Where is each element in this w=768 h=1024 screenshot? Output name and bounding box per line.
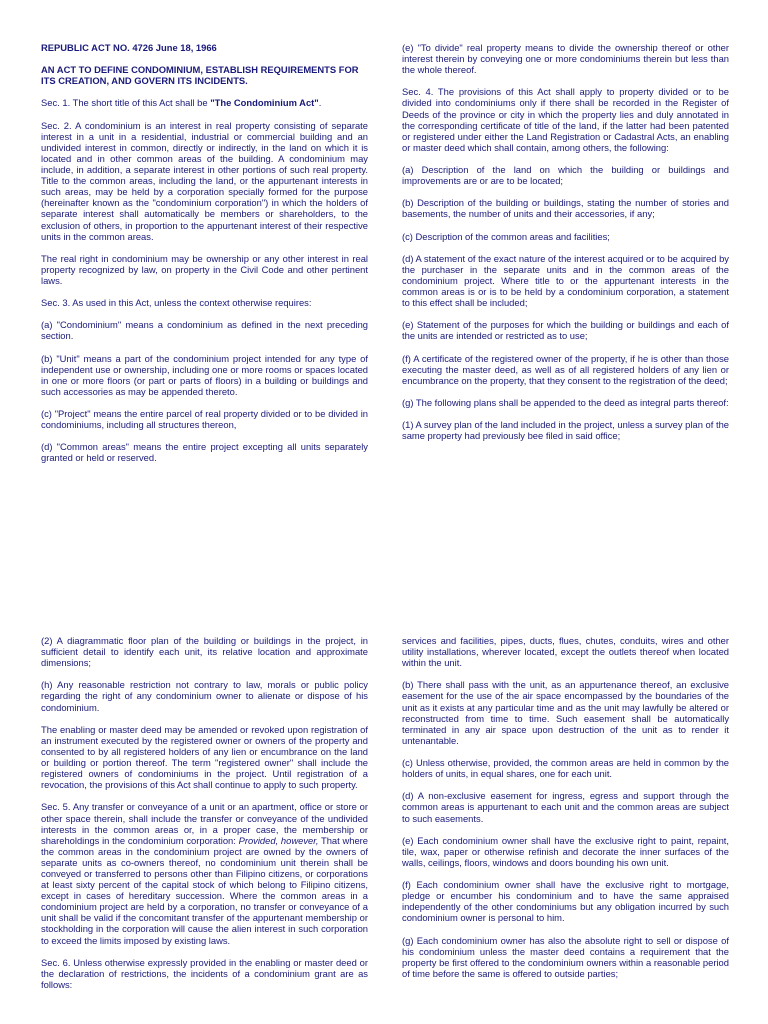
section-6: Sec. 6. Unless otherwise expressly provided in the enabling or master deed or the declaration of restrictions, the incidents of a condominium grant are as follows: <box>41 956 368 990</box>
incident-f: (f) Each condominium owner shall have the exclusive right to mortgage, pledge or encumber his condominium and to have the same appraised independently of the other condominiums but any obligation incurred by such condominium owner is personal to him. <box>402 879 729 924</box>
deed-item-g: (g) The following plans shall be appended to the deed as integral parts thereof: <box>402 397 729 408</box>
section-4: Sec. 4. The provisions of this Act shall apply to property divided or to be divided into condominiums only if there shall be recorded in the Register of Deeds of the province or city in which the property lies and duly annotated in the corresponding certificate of title of the land, if the latter had been patented or registered under either the Land Registration or Cadastral Acts, an enabling or master deed which shall contain, among others, the following: <box>402 86 729 153</box>
enabling-deed-paragraph: The enabling or master deed may be amended or revoked upon registration of an instrument executed by the registered owner or owners of the property and consented to by all registered holders of any lien or encumbrance on the land or building or portion thereof. The term "registered owner" shall include the registered owners of condominiums in the project. Until registration of a revocation, the provisions of this Act shall continue to apply to such property. <box>41 723 368 791</box>
section-1: Sec. 1. The short title of this Act shall be "The Condominium Act". <box>41 97 322 109</box>
services-continuation: services and facilities, pipes, ducts, flues, chutes, conduits, wires and other utility installations, wherever located, except the outlets thereof when located within the unit. <box>402 635 729 669</box>
document-page-2 <box>0 620 768 1024</box>
page2-right-column <box>402 635 729 990</box>
real-right-paragraph: The real right in condominium may be ownership or any other interest in real property recognized by law, on property in the Civil Code and other pertinent laws. <box>41 252 368 286</box>
deed-item-a: (a) Description of the land on which the building or buildings and improvements are or are to be located; <box>402 164 729 187</box>
section-2: Sec. 2. A condominium is an interest in real property consisting of separate interest in a unit in a residential, industrial or commercial building and an undivided interest in common, directly or indirectly, in the land on which it is located and in other common areas of the building. A condominium may include, in addition, a separate interest in other portions of such real property. Title to the common areas, including the land, or the appurtenant interests in such areas, may be held by a corporation specially formed for the purpose (hereinafter known as the "condominium corporation") in which the holders of separate interest shall automatically be members or shareholders, to the exclusion of others, in proportion to the appurtenant interest of their respective units in the common areas. <box>41 119 368 242</box>
deed-item-h: (h) Any reasonable restriction not contrary to law, morals or public policy regarding the right of any condominium owner to alienate or dispose of his condominium. <box>41 679 368 713</box>
definition-c: (c) "Project" means the entire parcel of real property divided or to be divided in condominiums, including all structures thereon, <box>41 408 368 431</box>
page1-left-column <box>41 42 368 475</box>
deed-item-b: (b) Description of the building or buildings, stating the number of stories and basements, the number of units and their accessories, if any; <box>402 197 729 220</box>
act-title: AN ACT TO DEFINE CONDOMINIUM, ESTABLISH REQUIREMENTS FOR ITS CREATION, AND GOVERN ITS INCIDENTS. <box>41 64 359 87</box>
definition-b: (b) "Unit" means a part of the condominium project intended for any type of independent use or ownership, including one or more rooms or spaces located in one or more floors (or part or parts of floors) in a building or buildings and such accessories as may be appended thereto. <box>41 352 368 397</box>
deed-item-c: (c) Description of the common areas and facilities; <box>402 230 610 242</box>
section-3: Sec. 3. As used in this Act, unless the context otherwise requires: <box>41 297 312 309</box>
deed-item-e: (e) Statement of the purposes for which the building or buildings and each of the units are intended or restricted as to use; <box>402 319 729 342</box>
plan-item-1: (1) A survey plan of the land included in the project, unless a survey plan of the same property had previously bee filed in said office; <box>402 419 729 442</box>
section-5: Sec. 5. Any transfer or conveyance of a unit or an apartment, office or store or other space therein, shall include the transfer or conveyance of the undivided interests in the common areas or, in a proper case, the membership or shareholdings in the condominium corporation: Provided, however, That where the common areas in the condominium project are owned by the owners of separate units as co-owners thereof, no condominium unit therein shall be conveyed or transferred to persons other than Filipino citizens, or corporations at least sixty percent of the capital stock of which belong to Filipino citizens, except in cases of hereditary succession. Where the common areas in a condominium project are held by a corporation, no transfer or conveyance of a unit shall be valid if the concomitant transfer of the appurtenant membership or stockholding in the corporation will cause the alien interest in such corporation to exceed the limits imposed by existing laws. <box>41 801 369 946</box>
deed-item-d: (d) A statement of the exact nature of the interest acquired or to be acquired by the purchaser in the separate units and in the common areas of the condominium project. Where title to or the appurtenant interests in the common areas is or is to be held by a condominium corporation, a statement to this effect shall be included; <box>402 252 729 309</box>
incident-g: (g) Each condominium owner has also the absolute right to sell or dispose of his condominium unless the master deed contains a requirement that the property be first offered to the condominium owners within a reasonable period of time before the same is offered to outside parties; <box>402 934 729 979</box>
plan-item-2: (2) A diagrammatic floor plan of the building or buildings in the project, in sufficient detail to identify each unit, its relative location and approximate dimensions; <box>41 635 368 669</box>
incident-c: (c) Unless otherwise, provided, the common areas are held in common by the holders of units, in equal shares, one for each unit. <box>402 757 729 780</box>
incident-e: (e) Each condominium owner shall have the exclusive right to paint, repaint, tile, wax, paper or otherwise refinish and decorate the inner surfaces of the walls, ceilings, floors, windows and doors bounding his own unit. <box>402 834 729 868</box>
page1-right-column <box>402 42 729 452</box>
page2-left-column <box>41 635 368 1001</box>
definition-a: (a) "Condominium" means a condominium as defined in the next preceding section. <box>41 319 368 342</box>
definition-d: (d) "Common areas" means the entire project excepting all units separately granted or held or reserved. <box>41 441 368 464</box>
act-number-heading: REPUBLIC ACT NO. 4726 June 18, 1966 <box>41 42 217 53</box>
definition-e: (e) "To divide" real property means to divide the ownership thereof or other interest therein by conveying one or more condominiums therein but less than the whole thereof. <box>402 42 729 76</box>
incident-d: (d) A non-exclusive easement for ingress, egress and support through the common areas is appurtenant to each unit and the common areas are subject to such easements. <box>402 790 729 824</box>
page-separator <box>0 600 768 620</box>
deed-item-f: (f) A certificate of the registered owner of the property, if he is other than those executing the master deed, as well as of all registered holders of any lien or encumbrance on the property, that they consent to the registration of the deed; <box>402 352 729 386</box>
incident-b: (b) There shall pass with the unit, as an appurtenance thereof, an exclusive easement for the use of the air space encompassed by the boundaries of the unit as it exists at any particular time and as the unit may lawfully be altered or reconstructed from time to time. Such easement shall be automatically terminated in any air space upon destruction of the unit as to render it untenantable. <box>402 679 729 746</box>
